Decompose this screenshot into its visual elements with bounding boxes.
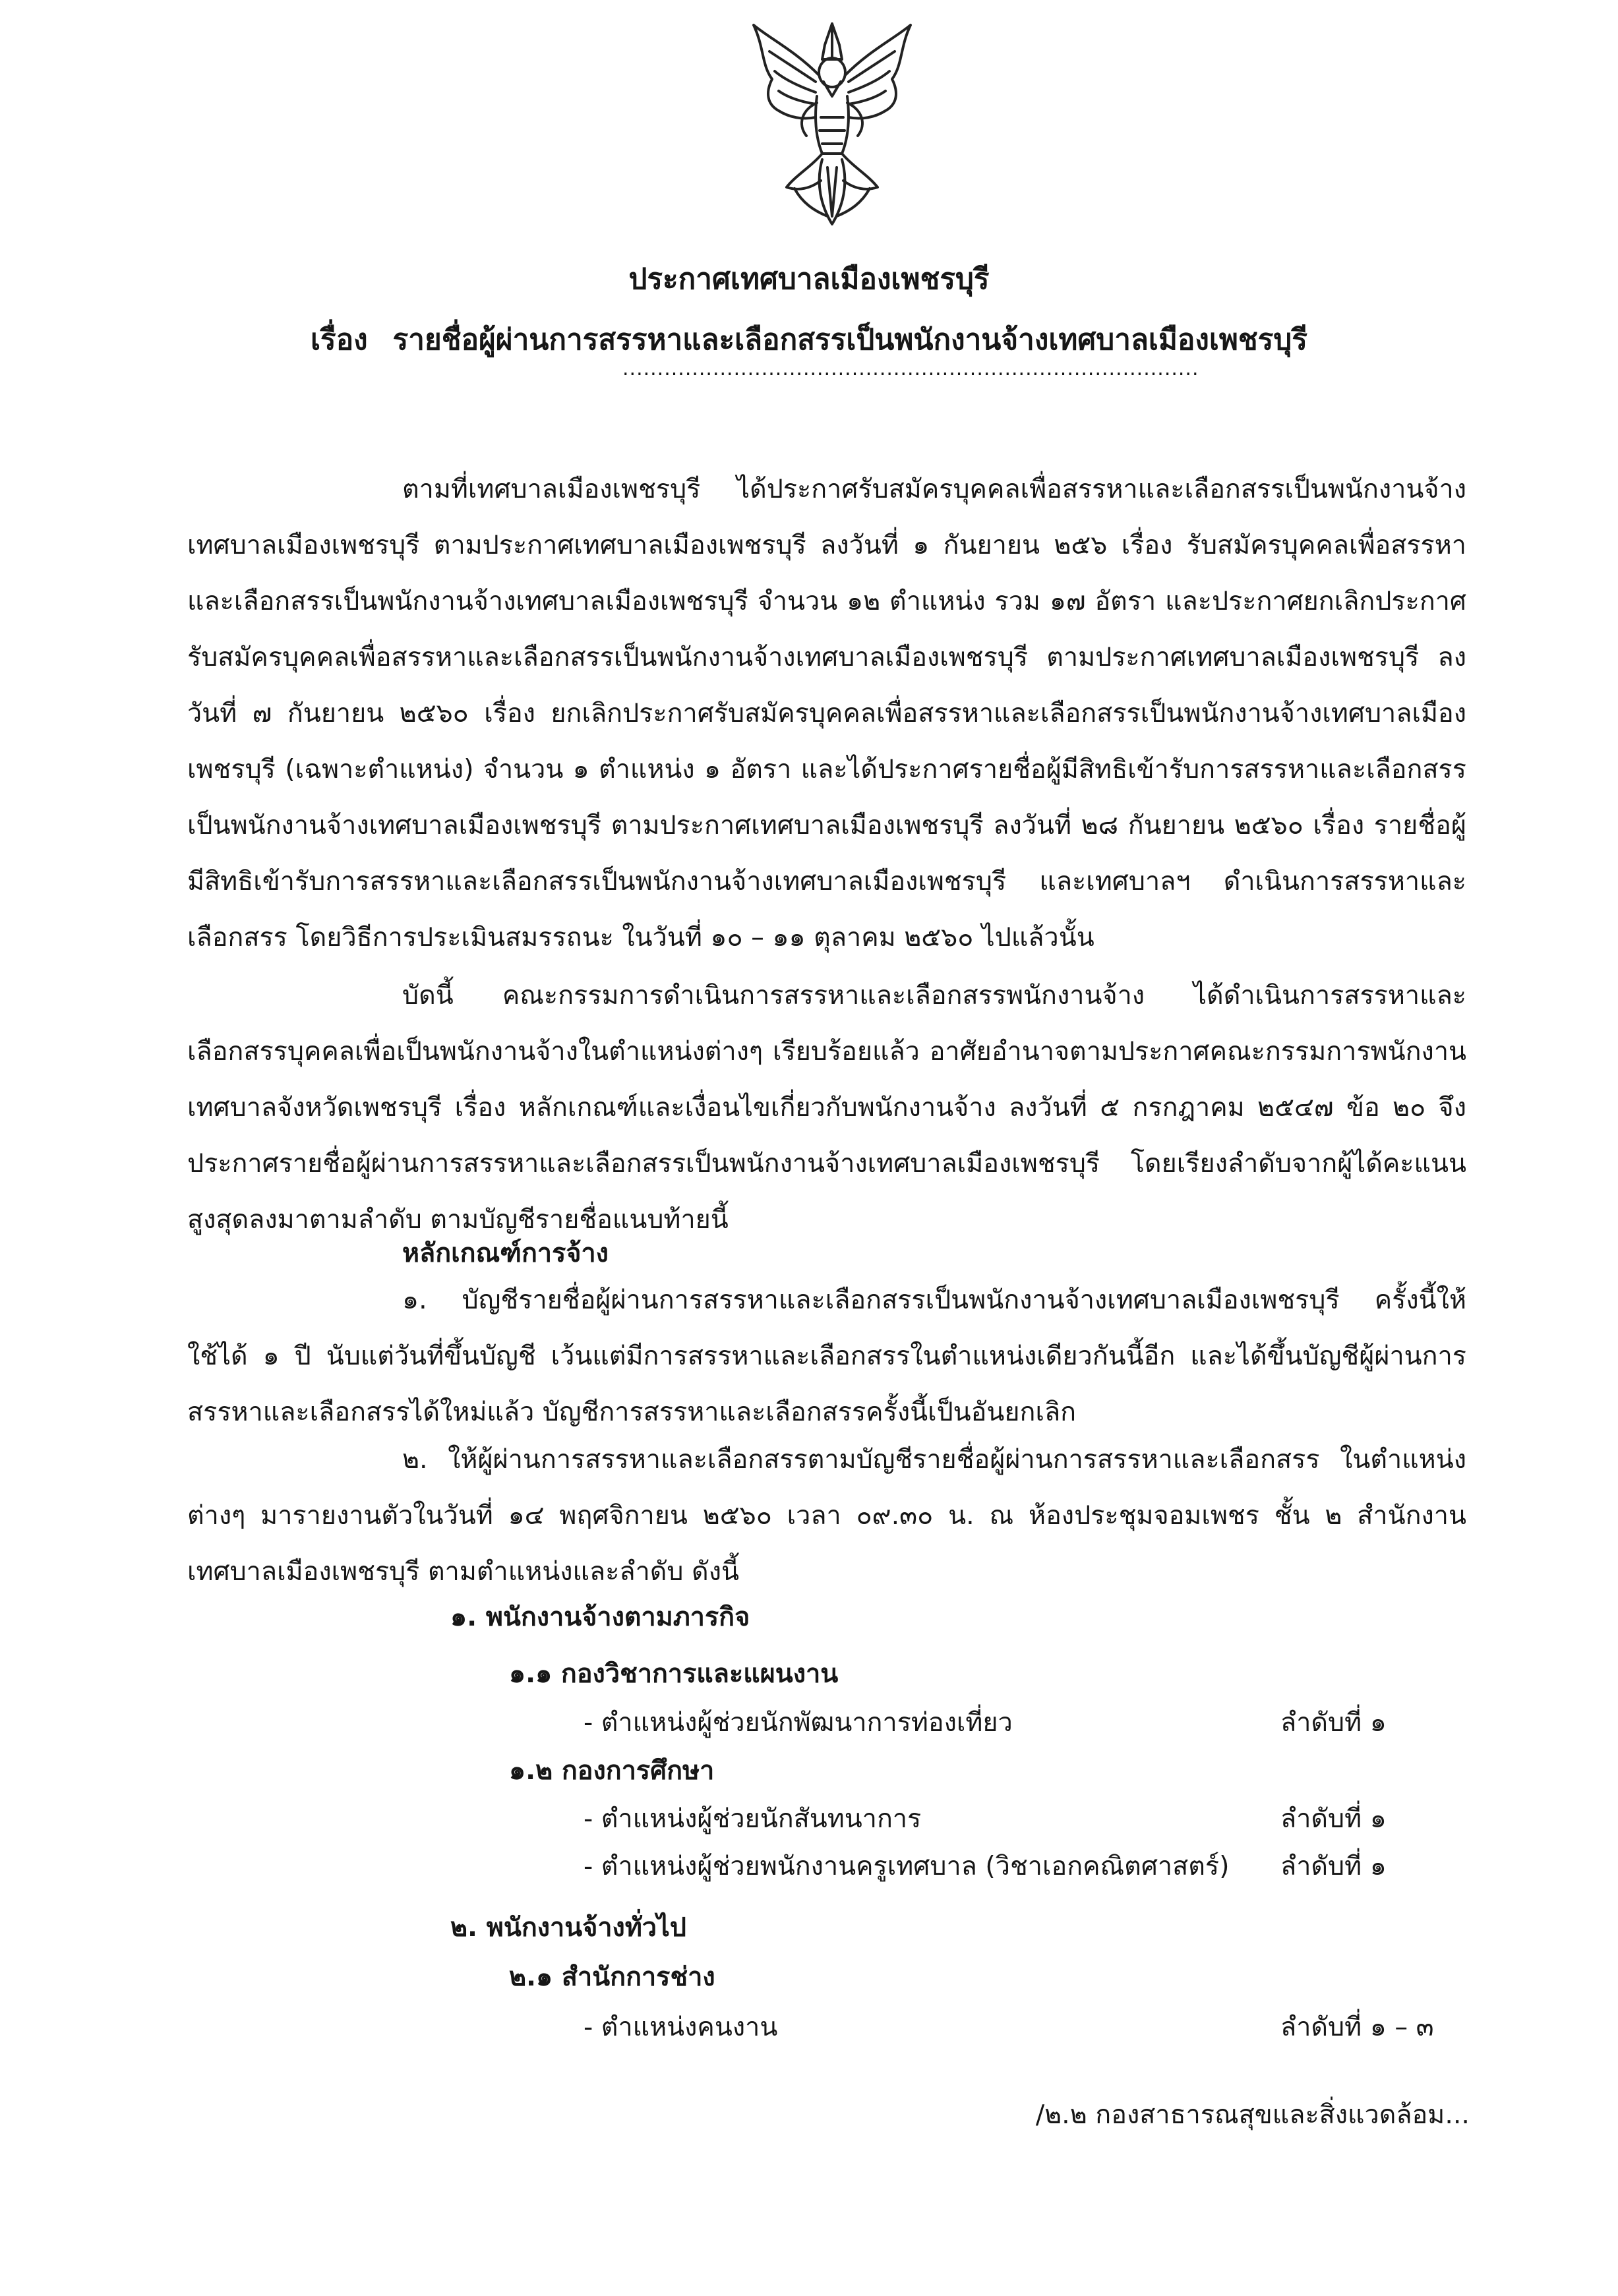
dotted-divider: ................................................................................... [622, 357, 1199, 380]
subject-text: รายชื่อผู้ผ่านการสรรหาและเลือกสรรเป็นพนักงานจ้างเทศบาลเมืองเพชรบุรี [392, 323, 1307, 357]
group-1-heading: ๑. พนักงานจ้างตามภารกิจ [450, 1602, 750, 1632]
criteria-item-1: ๑. บัญชีรายชื่อผู้ผ่านการสรรหาและเลือกสรรเป็นพนักงานจ้างเทศบาลเมืองเพชรบุรี ครั้งนี้ให้ใช้ได้ ๑ ปี นับแต่วันที่ขึ้นบัญชี เว้นแต่มีการสรรหาและเลือกสรรในตำแหน่งเดียวกันนี้อีก และได้ขึ้นบัญชีผู้ผ่านการสรรหาและเลือกสรรได้ใหม่แล้ว บัญชีการสรรหาและเลือกสรรครั้งนี้เป็นอันยกเลิก [187, 1285, 1466, 1427]
position-worker: - ตำแหน่งคนงาน [584, 2012, 778, 2042]
group-2-heading: ๒. พนักงานจ้างทั่วไป [450, 1912, 686, 1943]
group-2-1-heading: ๒.๑ สำนักการช่าง [509, 1962, 715, 1992]
garuda-emblem [750, 18, 914, 228]
rank-tourism-assistant: ลำดับที่ ๑ [1280, 1707, 1387, 1738]
group-1-1-heading: ๑.๑ กองวิชาการและแผนงาน [509, 1659, 839, 1689]
subject-label: เรื่อง [311, 323, 368, 357]
position-teacher-assistant: - ตำแหน่งผู้ช่วยพนักงานครูเทศบาล (วิชาเอกคณิตศาสตร์) [584, 1851, 1230, 1881]
announcement-title: ประกาศเทศบาลเมืองเพชรบุรี [628, 262, 990, 296]
position-recreation-assistant: - ตำแหน่งผู้ช่วยนักสันทนาการ [584, 1804, 922, 1834]
next-page-continuation: /๒.๒ กองสาธารณสุขและสิ่งแวดล้อม... [1035, 2100, 1470, 2130]
position-tourism-assistant: - ตำแหน่งผู้ช่วยนักพัฒนาการท่องเที่ยว [584, 1707, 1013, 1738]
rank-teacher-assistant: ลำดับที่ ๑ [1280, 1851, 1387, 1881]
rank-recreation-assistant: ลำดับที่ ๑ [1280, 1804, 1387, 1834]
criteria-heading: หลักเกณฑ์การจ้าง [402, 1238, 609, 1268]
criteria-item-2: ๒. ให้ผู้ผ่านการสรรหาและเลือกสรรตามบัญชีรายชื่อผู้ผ่านการสรรหาและเลือกสรร ในตำแหน่งต่างๆ มารายงานตัวในวันที่ ๑๔ พฤศจิกายน ๒๕๖๐ เวลา ๐๙.๓๐ น. ณ ห้องประชุมจอมเพชร ชั้น ๒ สำนักงานเทศบาลเมืองเพชรบุรี ตามตำแหน่งและลำดับ ดังนี้ [187, 1444, 1466, 1587]
announcement-subject [0, 316, 1618, 363]
rank-worker: ลำดับที่ ๑ – ๓ [1280, 2012, 1434, 2042]
paragraph-announcement: บัดนี้ คณะกรรมการดำเนินการสรรหาและเลือกสรรพนักงานจ้าง ได้ดำเนินการสรรหาและเลือกสรรบุคคลเพื่อเป็นพนักงานจ้างในตำแหน่งต่างๆ เรียบร้อยแล้ว อาศัยอำนาจตามประกาศคณะกรรมการพนักงานเทศบาลจังหวัดเพชรบุรี เรื่อง หลักเกณฑ์และเงื่อนไขเกี่ยวกับพนักงานจ้าง ลงวันที่ ๕ กรกฎาคม ๒๕๔๗ ข้อ ๒๐ จึงประกาศรายชื่อผู้ผ่านการสรรหาและเลือกสรรเป็นพนักงานจ้างเทศบาลเมืองเพชรบุรี โดยเรียงลำดับจากผู้ได้คะแนนสูงสุดลงมาตามลำดับ ตามบัญชีรายชื่อแนบท้ายนี้ [187, 980, 1466, 1235]
group-1-2-heading: ๑.๒ กองการศึกษา [509, 1755, 715, 1786]
paragraph-background: ตามที่เทศบาลเมืองเพชรบุรี ได้ประกาศรับสมัครบุคคลเพื่อสรรหาและเลือกสรรเป็นพนักงานจ้างเทศบาลเมืองเพชรบุรี ตามประกาศเทศบาลเมืองเพชรบุรี ลงวันที่ ๑ กันยายน ๒๕๖ เรื่อง รับสมัครบุคคลเพื่อสรรหาและเลือกสรรเป็นพนักงานจ้างเทศบาลเมืองเพชรบุรี จำนวน ๑๒ ตำแหน่ง รวม ๑๗ อัตรา และประกาศยกเลิกประกาศรับสมัครบุคคลเพื่อสรรหาและเลือกสรรเป็นพนักงานจ้างเทศบาลเมืองเพชรบุรี ตามประกาศเทศบาลเมืองเพชรบุรี ลงวันที่ ๗ กันยายน ๒๕๖๐ เรื่อง ยกเลิกประกาศรับสมัครบุคคลเพื่อสรรหาและเลือกสรรเป็นพนักงานจ้างเทศบาลเมืองเพชรบุรี (เฉพาะตำแหน่ง) จำนวน ๑ ตำแหน่ง ๑ อัตรา และได้ประกาศรายชื่อผู้มีสิทธิเข้ารับการสรรหาและเลือกสรรเป็นพนักงานจ้างเทศบาลเมืองเพชรบุรี ตามประกาศเทศบาลเมืองเพชรบุรี ลงวันที่ ๒๘ กันยายน ๒๕๖๐ เรื่อง รายชื่อผู้มีสิทธิเข้ารับการสรรหาและเลือกสรรเป็นพนักงานจ้างเทศบาลเมืองเพชรบุรี และเทศบาลฯ ดำเนินการสรรหาและเลือกสรร โดยวิธีการประเมินสมรรถนะ ในวันที่ ๑๐ – ๑๑ ตุลาคม ๒๕๖๐ ไปแล้วนั้น [187, 474, 1466, 953]
